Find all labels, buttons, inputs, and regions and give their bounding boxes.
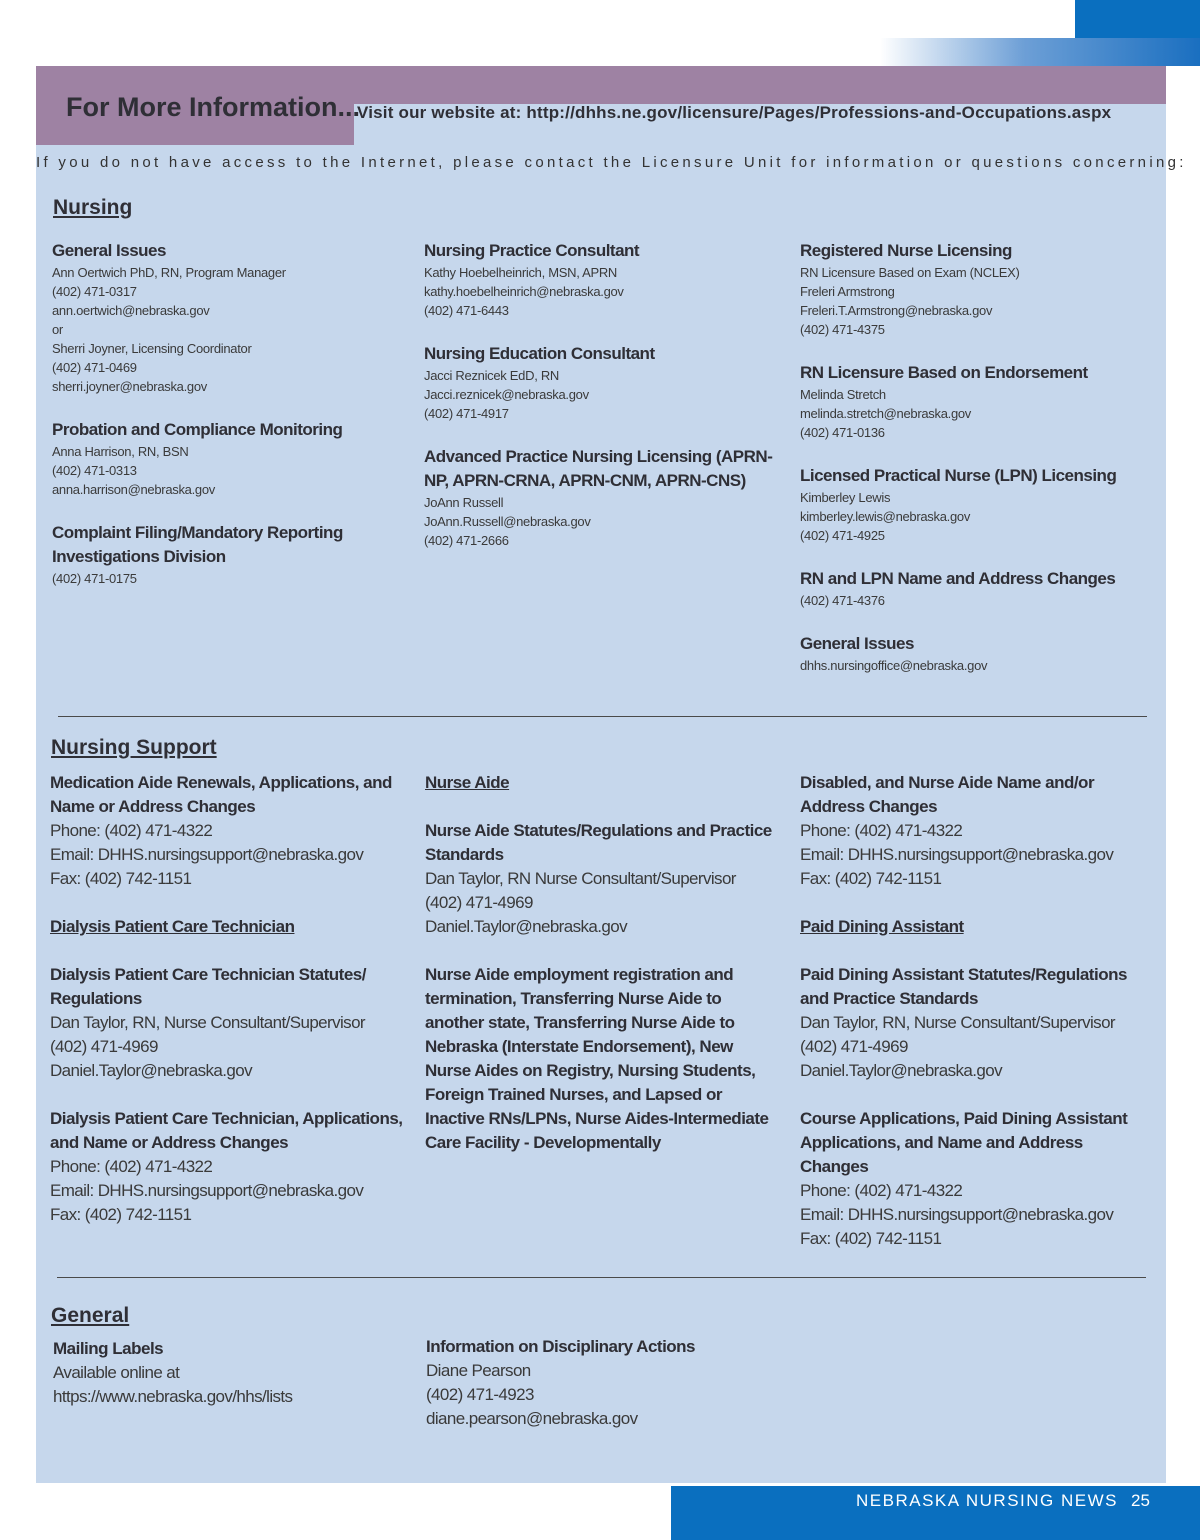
contact-line: Kimberley Lewis <box>800 490 891 505</box>
contact-heading: Dialysis Patient Care Technician <box>50 917 295 936</box>
contact-block <box>800 1107 1150 1251</box>
contact-line: Email: DHHS.nursingsupport@nebraska.gov <box>50 845 364 864</box>
contact-line: Fax: (402) 742-1151 <box>50 869 192 888</box>
contact-line: Dan Taylor, RN Nurse Consultant/Supervisor <box>425 869 736 888</box>
contact-block <box>800 567 1155 610</box>
contact-heading: Medication Aide Renewals, Applications, and Name or Address Changes <box>50 773 392 816</box>
contact-heading: Complaint Filing/Mandatory Reporting Investigations Division <box>52 523 343 566</box>
contact-line: Ann Oertwich PhD, RN, Program Manager <box>52 265 286 280</box>
contact-heading: General Issues <box>52 241 166 260</box>
contact-block <box>53 1337 408 1409</box>
contact-heading: RN Licensure Based on Endorsement <box>800 363 1088 382</box>
contact-email[interactable]: Jacci.reznicek@nebraska.gov <box>424 387 589 402</box>
general-column-2 <box>426 1335 781 1455</box>
contact-block <box>800 915 1150 939</box>
contact-link[interactable]: https://www.nebraska.gov/hhs/lists <box>53 1387 293 1406</box>
nursing-column-2 <box>424 239 779 572</box>
contact-email[interactable]: Daniel.Taylor@nebraska.gov <box>800 1061 1002 1080</box>
contact-email[interactable]: kimberley.lewis@nebraska.gov <box>800 509 971 524</box>
contact-heading: Registered Nurse Licensing <box>800 241 1012 260</box>
contact-block <box>800 963 1150 1083</box>
contact-heading: Advanced Practice Nursing Licensing (APRN-NP, APRN-CRNA, APRN-CNM, APRN-CNS) <box>424 447 773 490</box>
contact-block <box>52 418 402 499</box>
header-band <box>354 66 1166 104</box>
contact-block <box>800 632 1155 675</box>
contact-line: Phone: (402) 471-4322 <box>50 821 213 840</box>
support-column-3 <box>800 771 1150 1275</box>
contact-line: (402) 471-0136 <box>800 425 885 440</box>
contact-line: (402) 471-2666 <box>424 533 509 548</box>
contact-block <box>425 771 780 795</box>
publication-name: NEBRASKA NURSING NEWS <box>856 1491 1118 1510</box>
contact-line: (402) 471-4375 <box>800 322 885 337</box>
contact-line: Freleri Armstrong <box>800 284 895 299</box>
contact-line: Diane Pearson <box>426 1361 531 1380</box>
contact-block <box>426 1335 781 1431</box>
contact-block <box>50 963 405 1083</box>
contact-line: (402) 471-0317 <box>52 284 137 299</box>
support-column-2 <box>425 771 780 1179</box>
contact-line: (402) 471-4376 <box>800 593 885 608</box>
contact-block <box>50 771 405 891</box>
contact-block <box>800 464 1155 545</box>
contact-heading: Dialysis Patient Care Technician, Applications, and Name or Address Changes <box>50 1109 403 1152</box>
contact-line: RN Licensure Based on Exam (NCLEX) <box>800 265 1020 280</box>
contact-heading: Dialysis Patient Care Technician Statutes/ Regulations <box>50 965 366 1008</box>
contact-email[interactable]: Freleri.T.Armstrong@nebraska.gov <box>800 303 993 318</box>
contact-line: Dan Taylor, RN, Nurse Consultant/Supervisor <box>800 1013 1115 1032</box>
page-number: 25 <box>1131 1491 1150 1510</box>
general-column-1 <box>53 1337 408 1433</box>
contact-block <box>50 915 405 939</box>
contact-email[interactable]: diane.pearson@nebraska.gov <box>426 1409 638 1428</box>
contact-line: (402) 471-4925 <box>800 528 885 543</box>
section-title-nursing: Nursing <box>53 196 133 219</box>
contact-line: Fax: (402) 742-1151 <box>50 1205 192 1224</box>
support-column-1 <box>50 771 405 1251</box>
contact-line: Email: DHHS.nursingsupport@nebraska.gov <box>800 1205 1114 1224</box>
contact-line: Anna Harrison, RN, BSN <box>52 444 189 459</box>
contact-line: (402) 471-6443 <box>424 303 509 318</box>
contact-line: Jacci Reznicek EdD, RN <box>424 368 559 383</box>
website-link[interactable]: Visit our website at: http://dhhs.ne.gov/licensure/Pages/Professions-and-Occupations.aspx <box>357 103 1112 122</box>
contact-line: Sherri Joyner, Licensing Coordinator <box>52 341 252 356</box>
contact-line: (402) 471-0313 <box>52 463 137 478</box>
contact-line: JoAnn Russell <box>424 495 504 510</box>
contact-line: Kathy Hoebelheinrich, MSN, APRN <box>424 265 618 280</box>
contact-heading: RN and LPN Name and Address Changes <box>800 569 1116 588</box>
contact-email[interactable]: anna.harrison@nebraska.gov <box>52 482 215 497</box>
contact-line: (402) 471-0469 <box>52 360 137 375</box>
contact-block <box>52 239 402 396</box>
contact-heading: Nurse Aide employment registration and termination, Transferring Nurse Aide to another state, Transferring Nurse Aide to Nebraska (Interstate Endorsement), New Nurse Aides on Registry, Nursing Students, Foreign Trained Nurses, and Lapsed or Inactive RNs/LPNs, Nurse Aides-Intermediate Care Facility - Developmentally <box>425 965 769 1152</box>
contact-line: Fax: (402) 742-1151 <box>800 1229 942 1248</box>
contact-line: Phone: (402) 471-4322 <box>800 1181 963 1200</box>
contact-line: Dan Taylor, RN, Nurse Consultant/Supervisor <box>50 1013 365 1032</box>
contact-email[interactable]: JoAnn.Russell@nebraska.gov <box>424 514 591 529</box>
contact-email[interactable]: Daniel.Taylor@nebraska.gov <box>50 1061 252 1080</box>
contact-email[interactable]: kathy.hoebelheinrich@nebraska.gov <box>424 284 624 299</box>
contact-line: (402) 471-4917 <box>424 406 509 421</box>
contact-block <box>800 239 1155 339</box>
contact-email[interactable]: sherri.joyner@nebraska.gov <box>52 379 207 394</box>
page-title: For More Information... <box>66 92 360 122</box>
contact-line: Phone: (402) 471-4322 <box>50 1157 213 1176</box>
contact-email[interactable]: dhhs.nursingoffice@nebraska.gov <box>800 658 988 673</box>
contact-heading: Disabled, and Nurse Aide Name and/or Address Changes <box>800 773 1095 816</box>
contact-line: (402) 471-4923 <box>426 1385 534 1404</box>
contact-line: (402) 471-4969 <box>800 1037 908 1056</box>
contact-heading: Licensed Practical Nurse (LPN) Licensing <box>800 466 1117 485</box>
contact-heading: Paid Dining Assistant Statutes/Regulations and Practice Standards <box>800 965 1127 1008</box>
corner-accent-block <box>1075 0 1200 38</box>
nursing-column-3 <box>800 239 1155 697</box>
no-internet-note: If you do not have access to the Internet, please contact the Licensure Unit for information or questions concerning: <box>36 154 1187 171</box>
section-title-general: General <box>51 1304 130 1327</box>
contact-line: Fax: (402) 742-1151 <box>800 869 942 888</box>
contact-line: or <box>52 322 63 337</box>
contact-block <box>425 819 780 939</box>
nursing-column-1 <box>52 239 402 610</box>
contact-line: Phone: (402) 471-4322 <box>800 821 963 840</box>
section-divider <box>57 1277 1146 1278</box>
contact-heading: Nursing Education Consultant <box>424 344 655 363</box>
section-divider <box>58 716 1147 717</box>
contact-block <box>424 445 779 550</box>
contact-heading: Paid Dining Assistant <box>800 917 964 936</box>
contact-block <box>424 342 779 423</box>
contact-email[interactable]: Daniel.Taylor@nebraska.gov <box>425 917 627 936</box>
contact-line: Email: DHHS.nursingsupport@nebraska.gov <box>800 845 1114 864</box>
contact-heading: Nursing Practice Consultant <box>424 241 640 260</box>
contact-block <box>52 521 402 588</box>
contact-line: Melinda Stretch <box>800 387 886 402</box>
contact-email[interactable]: melinda.stretch@nebraska.gov <box>800 406 971 421</box>
contact-heading: Nurse Aide <box>425 773 510 792</box>
contact-heading: Nurse Aide Statutes/Regulations and Practice Standards <box>425 821 772 864</box>
contact-heading: General Issues <box>800 634 914 653</box>
contact-heading: Probation and Compliance Monitoring <box>52 420 343 439</box>
contact-heading: Mailing Labels <box>53 1339 164 1358</box>
contact-heading: Course Applications, Paid Dining Assistant Applications, and Name and Address Changes <box>800 1109 1128 1176</box>
contact-block <box>424 239 779 320</box>
contact-line: (402) 471-0175 <box>52 571 137 586</box>
contact-block <box>800 771 1150 891</box>
contact-line: Email: DHHS.nursingsupport@nebraska.gov <box>50 1181 364 1200</box>
section-title-nursing-support: Nursing Support <box>51 736 217 759</box>
contact-block <box>425 963 780 1155</box>
contact-line: Available online at <box>53 1363 180 1382</box>
contact-block <box>50 1107 405 1227</box>
contact-heading: Information on Disciplinary Actions <box>426 1337 696 1356</box>
contact-line: (402) 471-4969 <box>50 1037 158 1056</box>
contact-email[interactable]: ann.oertwich@nebraska.gov <box>52 303 210 318</box>
corner-accent-gradient <box>880 38 1200 66</box>
contact-block <box>800 361 1155 442</box>
contact-line: (402) 471-4969 <box>425 893 533 912</box>
